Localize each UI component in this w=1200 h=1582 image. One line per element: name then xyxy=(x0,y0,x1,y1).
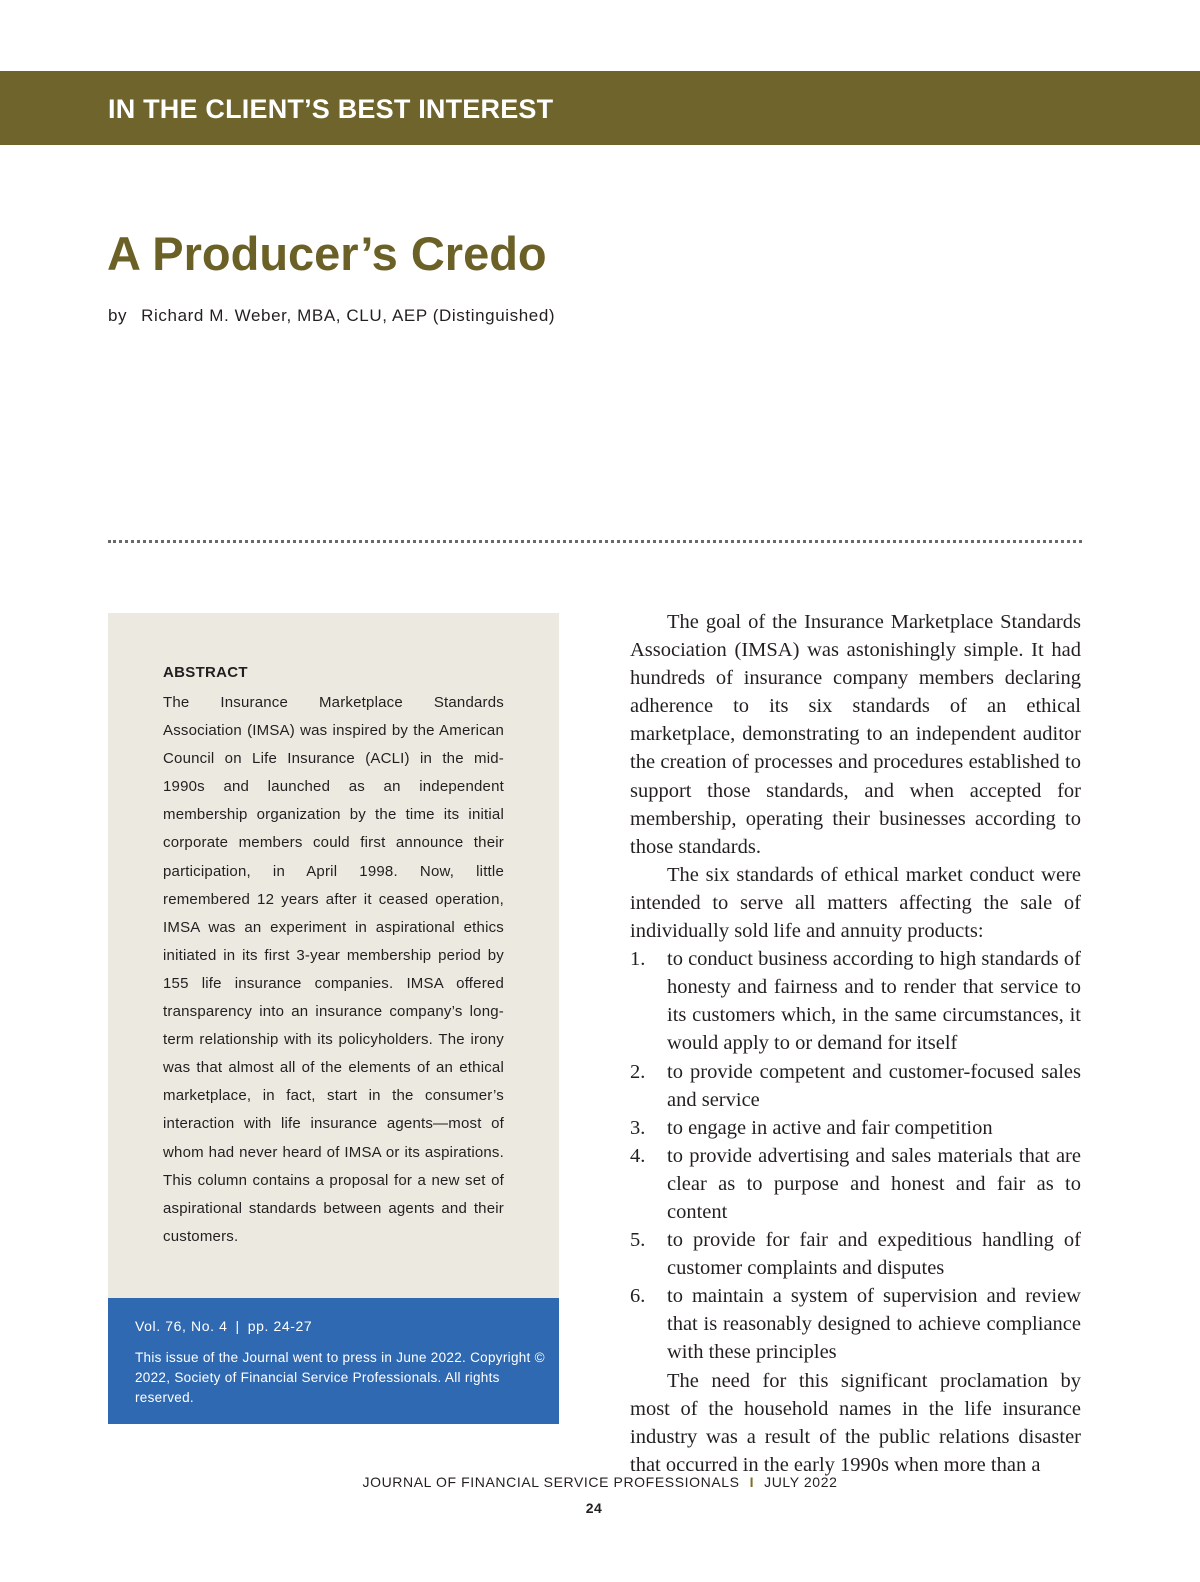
list-item-text: to conduct business according to high standards of honesty and fairness and to render that service to its customers which, in the same circumstances, it would apply to or demand for itself xyxy=(667,948,1081,1055)
list-item-text: to provide competent and customer-focused sales and service xyxy=(667,1060,1081,1111)
list-item-text: to provide advertising and sales materials that are clear as to purpose and honest and fair as to content xyxy=(667,1144,1081,1223)
dotted-divider xyxy=(108,540,1082,543)
byline-prefix: by xyxy=(108,306,128,325)
list-number: 1. xyxy=(630,948,646,971)
volume-line xyxy=(135,1318,312,1334)
list-number: 3. xyxy=(630,1116,646,1139)
list-number: 2. xyxy=(630,1060,646,1083)
abstract-text: The Insurance Marketplace Standards Association (IMSA) was inspired by the American Council on Life Insurance (ACLI) in the mid-1990s and launched as an independent membership organization by the time its initial corporate members could first announce their participation, in April 1998. Now, little remembered 12 years after it ceased operation, IMSA was an experiment in aspirational ethics initiated in its first 3-year membership period by 155 life insurance companies. IMSA offered transparency into an insurance company’s long-term relationship with its policyholders. The irony was that almost all of the elements of an ethical marketplace, in fact, start in the consumer’s interaction with life insurance agents—most of whom had never heard of IMSA or its aspirations. This column contains a proposal for a new set of aspirational standards between agents and their customers. xyxy=(163,694,504,1245)
body-paragraph: The need for this significant proclamation by most of the household names in the life insurance industry was a result of the public relations disaster that occurred in the early 1990s when more than a xyxy=(630,1369,1081,1476)
issue-date: JULY 2022 xyxy=(764,1474,838,1490)
list-item-text: to provide for fair and expeditious handling of customer complaints and disputes xyxy=(667,1229,1081,1280)
section-title: IN THE CLIENT’S BEST INTEREST xyxy=(108,94,554,124)
copyright-note: This issue of the Journal went to press in June 2022. Copyright © 2022, Society of Financial Service Professionals. All rights reserved. xyxy=(135,1350,545,1405)
list-item xyxy=(630,1142,1081,1226)
body-paragraph: The goal of the Insurance Marketplace Standards Association (IMSA) was astonishingly simple. It had hundreds of insurance company members declaring adherence to its six standards of an ethical marketplace, demonstrating to an independent auditor the creation of processes and procedures established to support those standards, and when accepted for membership, operating their businesses according to those standards. xyxy=(630,611,1081,858)
standards-list xyxy=(630,945,1081,1366)
list-item xyxy=(630,1114,1081,1142)
page-number: 24 xyxy=(585,1500,603,1516)
list-item-text: to engage in active and fair competition xyxy=(667,1116,993,1139)
journal-name: JOURNAL OF FINANCIAL SERVICE PROFESSIONALS xyxy=(362,1474,740,1490)
list-item xyxy=(630,1226,1081,1282)
page-range: pp. 24-27 xyxy=(247,1318,313,1334)
article-body xyxy=(630,608,1081,1479)
body-paragraph: The six standards of ethical market conduct were intended to serve all matters affecting the sale of individually sold life and annuity products: xyxy=(630,863,1081,943)
abstract-heading: ABSTRACT xyxy=(163,664,248,681)
byline xyxy=(108,306,555,326)
list-number: 5. xyxy=(630,1229,646,1252)
list-item xyxy=(630,945,1081,1057)
volume-separator: | xyxy=(235,1318,240,1334)
list-item xyxy=(630,1282,1081,1366)
volume-number: Vol. 76, No. 4 xyxy=(135,1318,228,1334)
running-footer xyxy=(0,1474,1200,1490)
list-number: 4. xyxy=(630,1144,646,1167)
list-number: 6. xyxy=(630,1285,646,1308)
author-name: Richard M. Weber, MBA, CLU, AEP (Distinguished) xyxy=(141,306,556,325)
list-item-text: to maintain a system of supervision and review that is reasonably designed to achieve compliance with these principles xyxy=(667,1285,1081,1364)
footer-separator: I xyxy=(749,1474,755,1490)
article-title: A Producer’s Credo xyxy=(107,227,547,280)
list-item xyxy=(630,1058,1081,1114)
issue-info-panel xyxy=(108,1298,559,1424)
